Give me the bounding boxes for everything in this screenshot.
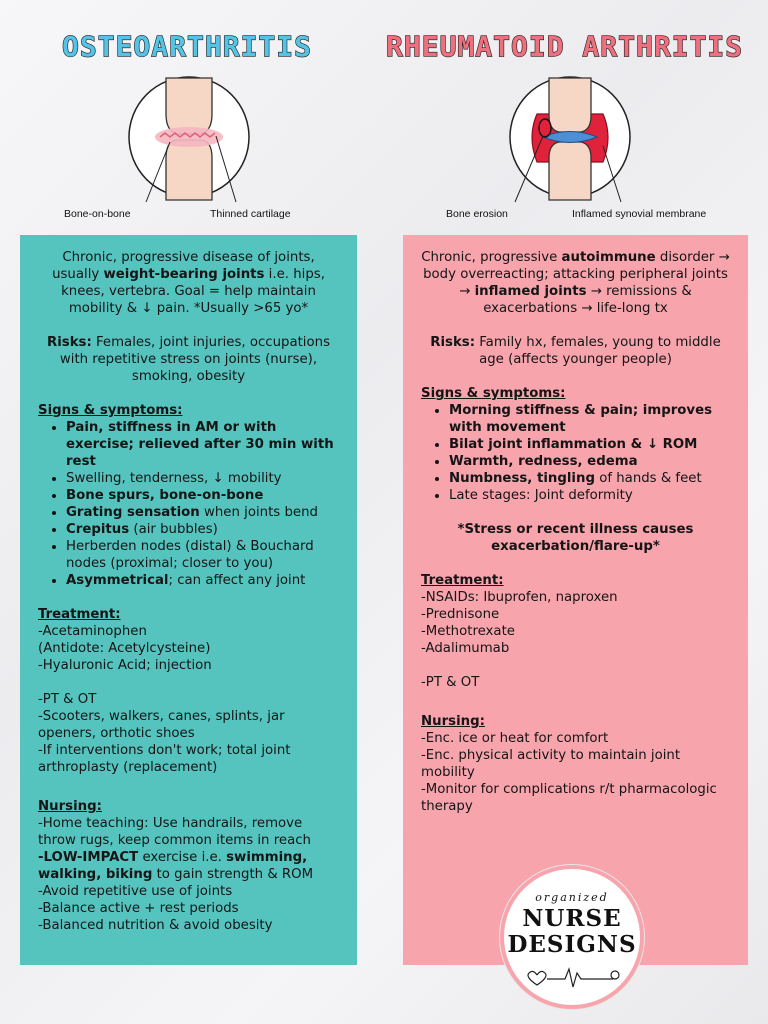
list-item: • Warmth, redness, edema [449,453,730,470]
list-item: -Enc. physical activity to maintain joint mobility [421,748,681,780]
oa-caption-thinned-cartilage: Thinned cartilage [210,208,291,220]
ra-signs-list [421,402,730,504]
list-item: -Prednisone [421,607,500,622]
ra-treatment-list [421,589,730,691]
ra-title: RHEUMATOID ARTHRITIS [386,30,744,63]
ra-signs-heading: Signs & symptoms: [421,386,566,401]
list-item: -Methotrexate [421,624,515,639]
list-item: • Crepitus (air bubbles) [66,521,339,538]
list-item: • Late stages: Joint deformity [449,487,730,504]
ra-risks: Risks: Family hx, females, young to middle age (affects younger people) [430,335,721,367]
nurse-designs-logo [500,865,644,1009]
list-item: -PT & OT [421,675,480,690]
logo-line-designs: DESIGNS [507,931,637,958]
list-item: • Asymmetrical; can affect any joint [66,572,339,589]
list-item: • Bone spurs, bone-on-bone [66,487,339,504]
ra-nursing-heading: Nursing: [421,714,485,729]
list-item: • Grating sensation when joints bend [66,504,339,521]
ra-intro: Chronic, progressive autoimmune disorder → body overreacting; attacking peripheral joints → inflamed joints → remissions & exacerbations → life-long tx [421,250,730,316]
list-item: -Home teaching: Use handrails, remove throw rugs, keep common items in reach [38,816,311,848]
list-item: -If interventions don't work; total joint arthroplasty (replacement) [38,743,291,775]
list-item: -Monitor for complications r/t pharmacologic therapy [421,782,717,814]
list-item: -PT & OT [38,692,97,707]
list-item: -Balanced nutrition & avoid obesity [38,918,273,933]
ra-lower-bone [549,142,591,200]
ra-caption-inflamed-synovial-membrane: Inflamed synovial membrane [572,208,707,220]
oa-signs-heading: Signs & symptoms: [38,403,183,418]
logo-script-text: organized [535,891,609,904]
list-item: • Morning stiffness & pain; improves with movement [449,402,730,436]
ra-caption-bone-erosion: Bone erosion [446,208,508,220]
oa-upper-bone [166,78,212,134]
oa-treatment-heading: Treatment: [38,607,121,622]
list-item: • Bilat joint inflammation & ↓ ROM [449,436,730,453]
list-item: -Balance active + rest periods [38,901,239,916]
osteoarthritis-joint-illustration [126,74,252,204]
oa-risks: Risks: Females, joint injuries, occupations with repetitive stress on joints (nurse), smoking, obesity [46,335,330,384]
list-item: • Swelling, tenderness, ↓ mobility [66,470,339,487]
oa-intro: Chronic, progressive disease of joints, usually weight-bearing joints i.e. hips, knees, vertebra. Goal = help maintain mobility & ↓ pain. *Usually >65 yo* [52,250,325,316]
logo-line-nurse: NURSE [522,905,622,932]
list-item: • Pain, stiffness in AM or with exercise; relieved after 30 min with rest [66,419,339,470]
list-item: • Herberden nodes (distal) & Bouchard nodes (proximal; closer to you) [66,538,339,572]
list-item: -Enc. ice or heat for comfort [421,731,609,746]
ra-upper-bone [549,78,591,132]
list-item: (Antidote: Acetylcysteine) [38,641,211,656]
list-item: -Adalimumab [421,641,510,656]
oa-nursing-list [38,815,339,934]
heartbeat-stethoscope-icon [517,961,627,991]
ra-flare-note: *Stress or recent illness causes exacerbation/flare-up* [457,522,694,554]
oa-nursing-heading: Nursing: [38,799,102,814]
list-item: -Scooters, walkers, canes, splints, jar openers, orthotic shoes [38,709,285,741]
list-item [421,657,730,674]
oa-panel [20,235,357,965]
oa-lower-bone [166,140,212,200]
list-item: -LOW-IMPACT exercise i.e. swimming, walking, biking to gain strength & ROM [38,850,314,882]
oa-caption-bone-on-bone: Bone-on-bone [64,208,131,220]
ra-nursing-list [421,730,730,815]
list-item: -Avoid repetitive use of joints [38,884,233,899]
list-item: • Numbness, tingling of hands & feet [449,470,730,487]
list-item: -Hyaluronic Acid; injection [38,658,212,673]
oa-title: OSTEOARTHRITIS [62,30,313,63]
list-item: -NSAIDs: Ibuprofen, naproxen [421,590,618,605]
list-item: -Acetaminophen [38,624,147,639]
list-item [38,674,339,691]
oa-signs-list [38,419,339,589]
ra-treatment-heading: Treatment: [421,573,504,588]
oa-treatment-list [38,623,339,776]
ra-panel [403,235,748,965]
rheumatoid-joint-illustration [507,74,633,204]
